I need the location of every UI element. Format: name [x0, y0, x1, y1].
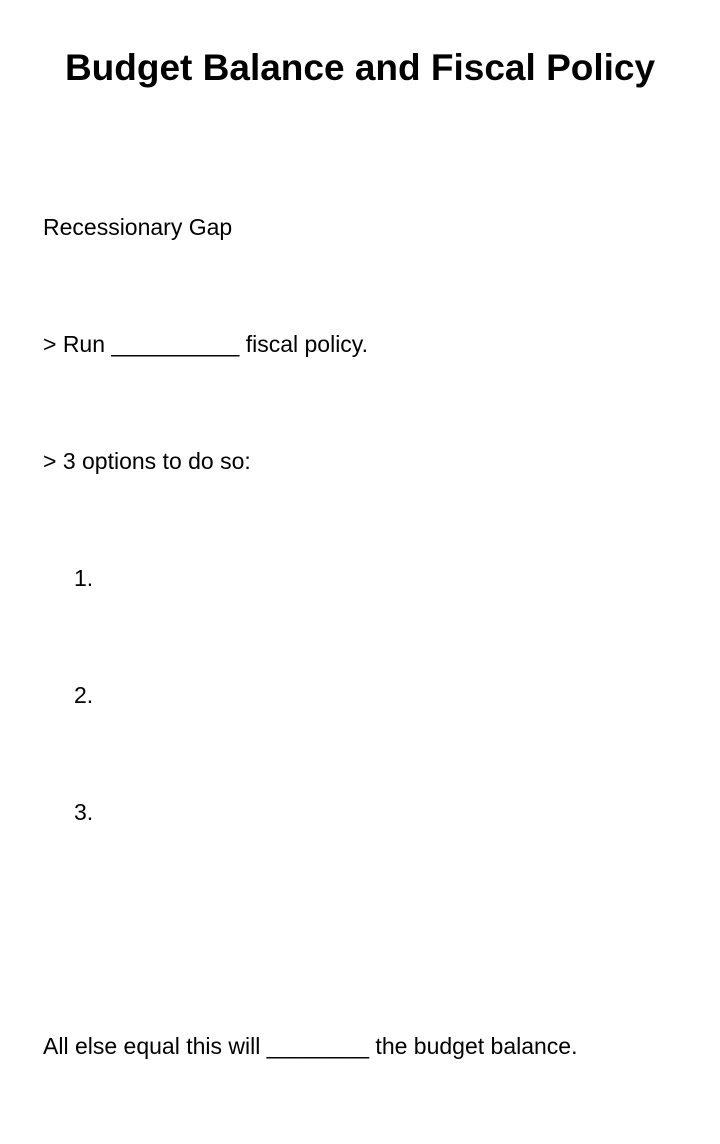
- slide-title: Budget Balance and Fiscal Policy: [64, 47, 656, 88]
- slide-body: [43, 130, 578, 1144]
- body-line-run-policy: > Run __________ fiscal policy.: [43, 331, 368, 357]
- body-line-closing: All else equal this will ________ the budget balance.: [43, 1033, 578, 1059]
- option-item-3: 3.: [74, 799, 94, 825]
- option-item-1: 1.: [74, 565, 94, 591]
- body-line-options: > 3 options to do so:: [43, 448, 251, 474]
- body-spacer: [43, 910, 578, 949]
- option-item-2: 2.: [74, 682, 94, 708]
- body-line-heading: Recessionary Gap: [43, 214, 233, 240]
